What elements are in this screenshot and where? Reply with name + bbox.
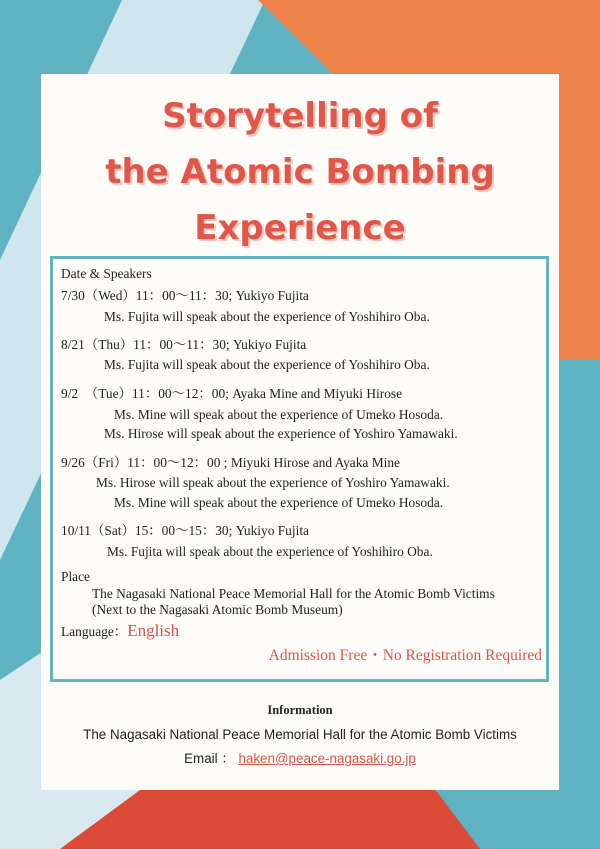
session-3-note-2: Ms. Hirose will speak about the experience of Yoshiro Yamawaki. — [104, 426, 458, 441]
place-note: (Next to the Nagasaki Atomic Bomb Museum) — [92, 602, 343, 617]
place-heading: Place — [61, 569, 90, 584]
language-line — [61, 622, 179, 641]
information-email-line — [41, 748, 559, 767]
admission-note: Admission Free・No Registration Required — [268, 647, 542, 664]
session-2-note: Ms. Fujita will speak about the experience of Yoshihiro Oba. — [104, 357, 430, 372]
language-label: Language： — [61, 624, 128, 639]
email-label: Email ： — [184, 751, 235, 766]
session-3-note-1: Ms. Mine will speak about the experience of Umeko Hosoda. — [114, 407, 444, 422]
information-organization: The Nagasaki National Peace Memorial Hall for the Atomic Bomb Victims — [83, 727, 517, 742]
title-line-2: the Atomic Bombing — [105, 152, 495, 192]
session-4-schedule: 9/26（Fri）11：00〜12：00 ; Miyuki Hirose and Ayaka Mine — [61, 455, 400, 470]
session-4-note-2: Ms. Mine will speak about the experience of Umeko Hosoda. — [114, 495, 444, 510]
session-1-note: Ms. Fujita will speak about the experience of Yoshihiro Oba. — [104, 309, 430, 324]
title-line-1: Storytelling of — [162, 96, 438, 136]
language-value: English — [127, 621, 180, 640]
session-3-schedule: 9/2 （Tue）11：00〜12：00; Ayaka Mine and Miyuki Hirose — [61, 386, 403, 401]
information-heading: Information — [267, 703, 333, 717]
session-1-schedule: 7/30（Wed）11：00〜11：30; Yukiyo Fujita — [61, 288, 309, 303]
session-5-note: Ms. Fujita will speak about the experience of Yoshihiro Oba. — [107, 544, 433, 559]
session-5-schedule: 10/11（Sat）15：00〜15：30; Yukiyo Fujita — [61, 523, 309, 538]
poster-title — [41, 88, 559, 256]
email-link[interactable]: haken@peace-nagasaki.go.jp — [238, 751, 416, 766]
title-line-3: Experience — [194, 208, 406, 248]
place-name: The Nagasaki National Peace Memorial Hall for the Atomic Bomb Victims — [92, 586, 495, 601]
session-2-schedule: 8/21（Thu）11：00〜11：30; Yukiyo Fujita — [61, 337, 307, 352]
date-speakers-heading: Date & Speakers — [61, 266, 152, 281]
session-4-note-1: Ms. Hirose will speak about the experience of Yoshiro Yamawaki. — [96, 475, 450, 490]
